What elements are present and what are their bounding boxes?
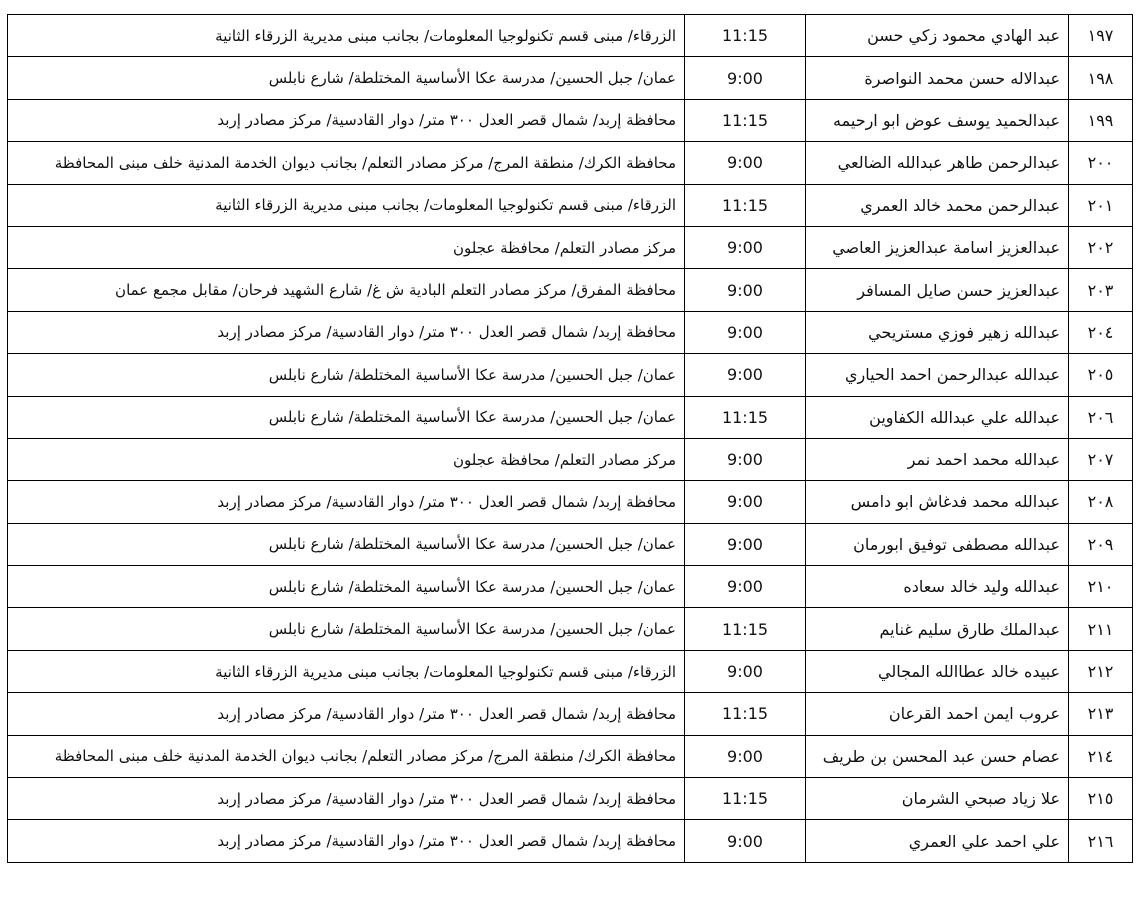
name-cell: عبدالحميد يوسف عوض ابو ارحيمه: [806, 99, 1069, 141]
location-cell: محافظة الكرك/ منطقة المرج/ مركز مصادر التعلم/ بجانب ديوان الخدمة المدنية خلف مبنى المحافظة: [8, 142, 685, 184]
location-cell: محافظة المفرق/ مركز مصادر التعلم البادية ش غ/ شارع الشهيد فرحان/ مقابل مجمع عمان: [8, 269, 685, 311]
location-cell: محافظة إربد/ شمال قصر العدل ٣٠٠ متر/ دوار القادسية/ مركز مصادر إربد: [8, 693, 685, 735]
time-cell: 9:00: [685, 57, 806, 99]
document-sheet: [7, 14, 1133, 863]
row-number-cell: ٢١٢: [1069, 650, 1133, 692]
table-row: [8, 693, 1133, 735]
time-cell: 11:15: [685, 693, 806, 735]
row-number-cell: ٢١٥: [1069, 778, 1133, 820]
time-cell: 9:00: [685, 354, 806, 396]
name-cell: عبد الهادي محمود زكي حسن: [806, 15, 1069, 57]
name-cell: عبدالله وليد خالد سعاده: [806, 566, 1069, 608]
table-row: [8, 438, 1133, 480]
location-cell: عمان/ جبل الحسين/ مدرسة عكا الأساسية المختلطة/ شارع نابلس: [8, 523, 685, 565]
time-cell: 9:00: [685, 735, 806, 777]
table-row: [8, 481, 1133, 523]
location-cell: محافظة إربد/ شمال قصر العدل ٣٠٠ متر/ دوار القادسية/ مركز مصادر إربد: [8, 820, 685, 862]
name-cell: عبيده خالد عطاالله المجالي: [806, 650, 1069, 692]
location-cell: الزرقاء/ مبنى قسم تكنولوجيا المعلومات/ بجانب مبنى مديرية الزرقاء الثانية: [8, 15, 685, 57]
table-row: [8, 735, 1133, 777]
name-cell: عبدالعزيز اسامة عبدالعزيز العاصي: [806, 226, 1069, 268]
row-number-cell: ١٩٧: [1069, 15, 1133, 57]
location-cell: مركز مصادر التعلم/ محافظة عجلون: [8, 438, 685, 480]
name-cell: عبدالله محمد فدغاش ابو دامس: [806, 481, 1069, 523]
table-row: [8, 99, 1133, 141]
time-cell: 9:00: [685, 566, 806, 608]
row-number-cell: ٢٠١: [1069, 184, 1133, 226]
name-cell: عبدالاله حسن محمد النواصرة: [806, 57, 1069, 99]
table-row: [8, 354, 1133, 396]
table-row: [8, 608, 1133, 650]
location-cell: محافظة إربد/ شمال قصر العدل ٣٠٠ متر/ دوار القادسية/ مركز مصادر إربد: [8, 778, 685, 820]
time-cell: 9:00: [685, 438, 806, 480]
table-row: [8, 778, 1133, 820]
location-cell: محافظة إربد/ شمال قصر العدل ٣٠٠ متر/ دوار القادسية/ مركز مصادر إربد: [8, 311, 685, 353]
time-cell: 11:15: [685, 184, 806, 226]
candidates-table: [7, 14, 1133, 863]
location-cell: محافظة إربد/ شمال قصر العدل ٣٠٠ متر/ دوار القادسية/ مركز مصادر إربد: [8, 481, 685, 523]
row-number-cell: ٢٠٤: [1069, 311, 1133, 353]
table-row: [8, 184, 1133, 226]
time-cell: 9:00: [685, 311, 806, 353]
name-cell: عبدالله محمد احمد نمر: [806, 438, 1069, 480]
time-cell: 11:15: [685, 778, 806, 820]
time-cell: 9:00: [685, 650, 806, 692]
table-row: [8, 142, 1133, 184]
row-number-cell: ٢٠٩: [1069, 523, 1133, 565]
name-cell: عصام حسن عبد المحسن بن طريف: [806, 735, 1069, 777]
time-cell: 11:15: [685, 396, 806, 438]
row-number-cell: ٢٠٥: [1069, 354, 1133, 396]
name-cell: علا زياد صبحي الشرمان: [806, 778, 1069, 820]
row-number-cell: ٢٠٢: [1069, 226, 1133, 268]
table-row: [8, 269, 1133, 311]
location-cell: محافظة إربد/ شمال قصر العدل ٣٠٠ متر/ دوار القادسية/ مركز مصادر إربد: [8, 99, 685, 141]
location-cell: محافظة الكرك/ منطقة المرج/ مركز مصادر التعلم/ بجانب ديوان الخدمة المدنية خلف مبنى المحافظة: [8, 735, 685, 777]
time-cell: 9:00: [685, 481, 806, 523]
location-cell: عمان/ جبل الحسين/ مدرسة عكا الأساسية المختلطة/ شارع نابلس: [8, 566, 685, 608]
name-cell: عبدالرحمن محمد خالد العمري: [806, 184, 1069, 226]
name-cell: عبدالله زهير فوزي مستريحي: [806, 311, 1069, 353]
location-cell: الزرقاء/ مبنى قسم تكنولوجيا المعلومات/ بجانب مبنى مديرية الزرقاء الثانية: [8, 184, 685, 226]
table-row: [8, 650, 1133, 692]
name-cell: عبدالعزيز حسن صايل المسافر: [806, 269, 1069, 311]
table-row: [8, 820, 1133, 862]
location-cell: عمان/ جبل الحسين/ مدرسة عكا الأساسية المختلطة/ شارع نابلس: [8, 608, 685, 650]
name-cell: علي احمد علي العمري: [806, 820, 1069, 862]
location-cell: عمان/ جبل الحسين/ مدرسة عكا الأساسية المختلطة/ شارع نابلس: [8, 396, 685, 438]
name-cell: عبدالله مصطفى توفيق ابورمان: [806, 523, 1069, 565]
name-cell: عروب ايمن احمد القرعان: [806, 693, 1069, 735]
table-row: [8, 396, 1133, 438]
location-cell: عمان/ جبل الحسين/ مدرسة عكا الأساسية المختلطة/ شارع نابلس: [8, 354, 685, 396]
name-cell: عبدالله علي عبدالله الكفاوين: [806, 396, 1069, 438]
row-number-cell: ٢١٤: [1069, 735, 1133, 777]
row-number-cell: ٢٠٦: [1069, 396, 1133, 438]
name-cell: عبدالرحمن طاهر عبدالله الضالعي: [806, 142, 1069, 184]
table-row: [8, 566, 1133, 608]
time-cell: 11:15: [685, 15, 806, 57]
row-number-cell: ٢٠٧: [1069, 438, 1133, 480]
location-cell: الزرقاء/ مبنى قسم تكنولوجيا المعلومات/ بجانب مبنى مديرية الزرقاء الثانية: [8, 650, 685, 692]
name-cell: عبدالملك طارق سليم غنايم: [806, 608, 1069, 650]
table-row: [8, 523, 1133, 565]
time-cell: 11:15: [685, 608, 806, 650]
time-cell: 11:15: [685, 99, 806, 141]
row-number-cell: ٢٠٣: [1069, 269, 1133, 311]
table-row: [8, 57, 1133, 99]
row-number-cell: ٢١٣: [1069, 693, 1133, 735]
row-number-cell: ٢١١: [1069, 608, 1133, 650]
row-number-cell: ١٩٩: [1069, 99, 1133, 141]
location-cell: عمان/ جبل الحسين/ مدرسة عكا الأساسية المختلطة/ شارع نابلس: [8, 57, 685, 99]
location-cell: مركز مصادر التعلم/ محافظة عجلون: [8, 226, 685, 268]
table-row: [8, 311, 1133, 353]
row-number-cell: ٢١٠: [1069, 566, 1133, 608]
time-cell: 9:00: [685, 142, 806, 184]
row-number-cell: ٢١٦: [1069, 820, 1133, 862]
table-row: [8, 15, 1133, 57]
table-row: [8, 226, 1133, 268]
time-cell: 9:00: [685, 523, 806, 565]
candidates-table-body: [8, 15, 1133, 863]
row-number-cell: ٢٠٨: [1069, 481, 1133, 523]
row-number-cell: ١٩٨: [1069, 57, 1133, 99]
time-cell: 9:00: [685, 820, 806, 862]
time-cell: 9:00: [685, 226, 806, 268]
time-cell: 9:00: [685, 269, 806, 311]
row-number-cell: ٢٠٠: [1069, 142, 1133, 184]
name-cell: عبدالله عبدالرحمن احمد الحياري: [806, 354, 1069, 396]
